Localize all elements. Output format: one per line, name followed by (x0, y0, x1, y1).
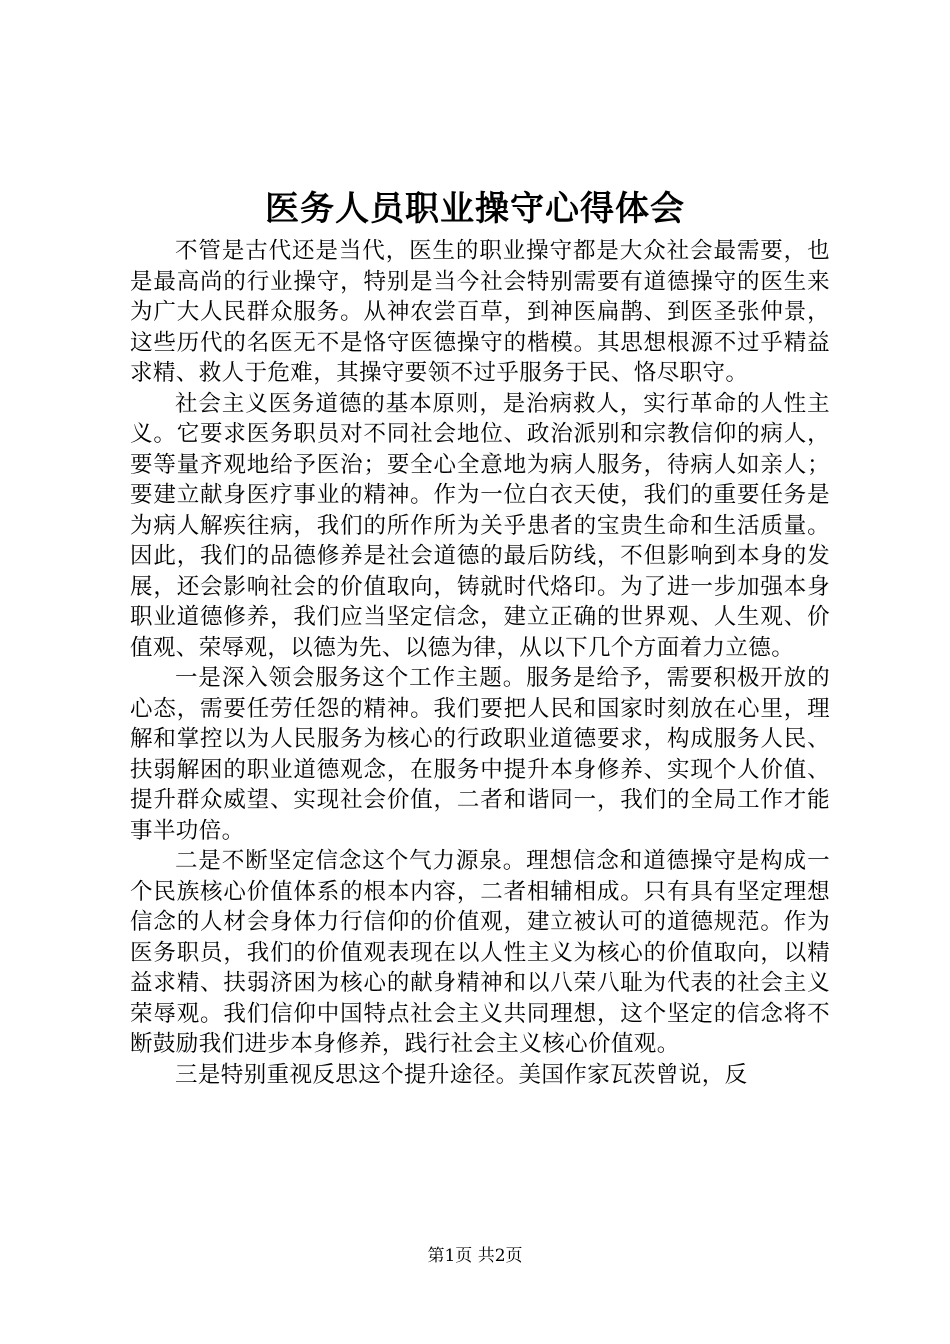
page-number-footer: 第1页 共2页 (427, 1246, 523, 1266)
paragraph-4: 二是不断坚定信念这个气力源泉。理想信念和道德操守是构成一个民族核心价值体系的根本内容，二者相辅相成。只有具有坚定理想信念的人材会身体力行信仰的价值观，建立被认可的道德规范。作为医务职员，我们的价值观表现在以人性主义为核心的价值取向，以精益求精、扶弱济困为核心的献身精神和以八荣八耻为代表的社会主义荣辱观。我们信仰中国特点社会主义共同理想，这个坚定的信念将不断鼓励我们进步本身修养，践行社会主义核心价值观。 (130, 848, 830, 1057)
paragraph-3: 一是深入领会服务这个工作主题。服务是给予，需要积极开放的心态，需要任劳任怨的精神。我们要把人民和国家时刻放在心里，理解和掌控以为人民服务为核心的行政职业道德要求，构成服务人民、扶弱解困的职业道德观念，在服务中提升本身修养、实现个人价值、提升群众威望、实现社会价值，二者和谐同一，我们的全局工作才能事半功倍。 (130, 665, 830, 844)
page-title: 医务人员职业操守心得体会 (265, 189, 685, 229)
paragraph-2: 社会主义医务道德的基本原则，是治病救人，实行革命的人性主义。它要求医务职员对不同社会地位、政治派别和宗教信仰的病人，要等量齐观地给予医治；要全心全意地为病人服务，待病人如亲人；要建立献身医疗事业的精神。作为一位白衣天使，我们的重要任务是为病人解疾往病，我们的所作所为关乎患者的宝贵生命和生活质量。因此，我们的品德修养是社会道德的最后防线，不但影响到本身的发展，还会影响社会的价值取向，铸就时代烙印。为了进一步加强本身职业道德修养，我们应当坚定信念，建立正确的世界观、人生观、价值观、荣辱观，以德为先、以德为律，从以下几个方面着力立德。 (130, 390, 830, 661)
paragraph-5: 三是特别重视反思这个提升途径。美国作家瓦茨曾说，反 (175, 1061, 748, 1088)
document-body (130, 236, 830, 1090)
paragraph-1: 不管是古代还是当代，医生的职业操守都是大众社会最需要，也是最高尚的行业操守，特别是当今社会特别需要有道德操守的医生来为广大人民群众服务。从神农尝百草，到神医扁鹊、到医圣张仲景，这些历代的名医无不是恪守医德操守的楷模。其思想根源不过乎精益求精、救人于危难，其操守要领不过乎服务于民、恪尽职守。 (130, 238, 830, 386)
